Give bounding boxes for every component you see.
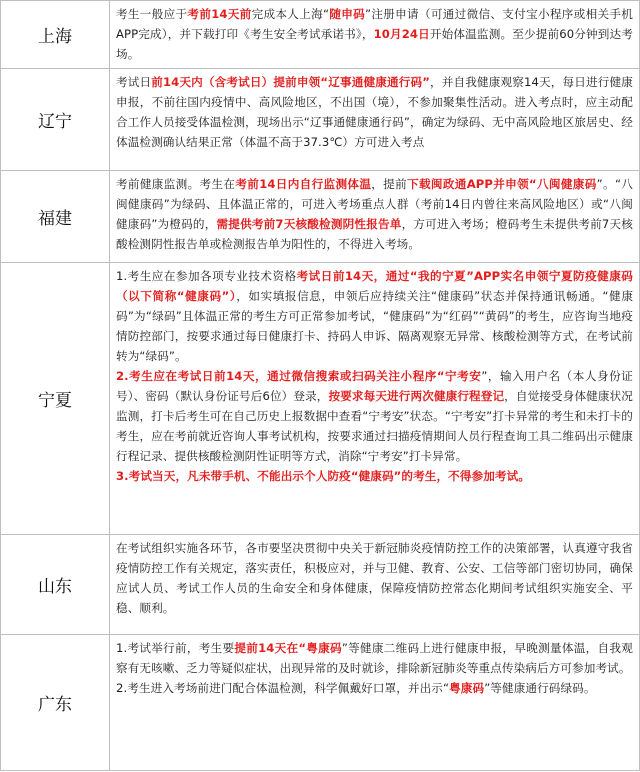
table-row [1,171,640,263]
content-cell [110,535,640,635]
content-cell [110,1,640,69]
highlight-text: 2.考生应在考试日前14天，通过微信搜索或扫码关注小程序“宁考安 [116,369,482,383]
body-text: ”注册申请（可通过微信、支付宝小程序或相关手机APP完成），并下载打印《考生安全考试承诺书》， [116,7,633,41]
region-cell: 福建 [1,171,110,263]
highlight-text: 按要求每天进行两次健康行程登记 [328,389,505,403]
content-paragraph [116,538,633,618]
body-text: 开始体温监测。至少提前60分钟到达考场。 [116,27,633,61]
table-row [1,1,640,69]
highlight-text: 随申码 [329,7,366,21]
highlight-text: 下载闽政通APP并申领“八闽健康码 [407,177,597,191]
content-paragraph [116,174,633,254]
region-cell: 宁夏 [1,263,110,535]
body-text: 考试日 [116,75,152,89]
highlight-text: 考试日前14天，通过“我的宁夏”APP实名申领宁夏防疫健康码（以下简称“健康码”） [116,269,633,303]
content-paragraph [116,366,633,466]
region-cell: 辽宁 [1,69,110,171]
table-body [1,1,640,771]
highlight-text: 3.考试当天，凡未带手机、不能出示个人防疫“健康码”的考生，不得参加考试。 [116,469,531,483]
highlight-text: 考前14日内自行监测体温 [235,177,372,191]
highlight-text: 前14天内（含考试日）提前申领“辽事通健康通行码” [151,75,430,89]
body-text: 考生一般应于 [116,7,188,21]
highlight-text: 考前14天前 [187,7,252,21]
content-cell [110,171,640,263]
body-text: 1.考试举行前，考生要 [116,641,235,655]
content-paragraph [116,638,633,678]
region-cell: 广东 [1,635,110,771]
body-text: 1.考生应在参加各项专业技术资格 [116,269,297,283]
content-paragraph [116,466,633,486]
table-row [1,535,640,635]
region-cell: 山东 [1,535,110,635]
highlight-text: 10月24日 [373,27,430,41]
content-paragraph [116,4,633,64]
body-text: ，并自我健康观察14天，每日进行健康申报，不前往国内疫情中、高风险地区，不出国（境），不参加聚集性活动。进入考点时，应主动配合工作人员接受体温检测，现场出示“辽事通健康通行码”，确定为绿码、无中高风险地区旅居史、经体温检测确认结果正常（体温不高于37.3℃）方可进入考点 [116,75,633,149]
content-paragraph [116,266,633,366]
body-text: ”。“八闽健康码”为绿码、且体温正常的，可进入考场重点人群（考前14日内曾往来高风险地区）或“八闽健康码”为橙码的， [116,177,633,231]
highlight-text: 粤康码 [449,681,485,695]
highlight-text: 提前14天在“粤康码 [234,641,342,655]
body-text: ，方可进入考场；橙码考生未提供考前7天核酸检测阴性报告单或检测报告单为阳性的，不得进入考场。 [116,217,633,251]
content-paragraph [116,72,633,152]
content-paragraph [116,678,633,698]
body-text: ”等健康通行码绿码。 [484,681,596,695]
body-text: ，如实填报信息，申领后应持续关注“健康码”状态并保持通讯畅通。“健康码”为“绿码”且体温正常的考生方可正常参加考试，“健康码”为“红码”“黄码”的考生，应咨询当地疫情防控部门，按要求通过每日健康打卡、持码人申诉、隔离观察无异常、核酸检测等方式，在考试前转为“绿码”。 [116,289,634,363]
body-text: ，自觉接受身体健康状况监测，打卡后考生可在自己历史上报数据中查看“宁考安”状态。“宁考安”打卡异常的考生和未打卡的考生，应在考前就近咨询人事考试机构，按要求通过扫描疫情期间人员行程查询工具二维码出示健康行程记录、提供核酸检测阴性证明等方式，消除“宁考安”打卡异常。 [116,389,633,463]
highlight-text: 需提供考前7天核酸检测阴性报告单 [216,217,402,231]
content-cell [110,635,640,771]
body-text: 完成本人上海“ [251,7,330,21]
body-text: ”，输入用户名（本人身份证号）、密码（默认身份证号后6位）登录， [116,369,633,403]
region-cell: 上海 [1,1,110,69]
body-text: 在考试组织实施各环节，各市要坚决贯彻中央关于新冠肺炎疫情防控工作的决策部署，认真遵守我省疫情防控工作有关规定，落实责任，积极应对，并与卫健、教育、公安、工信等部门密切协同，确保应试人员、考试工作人员的生命安全和身体健康，保障疫情防控常态化期间考试组织实施安全、平稳、顺利。 [116,541,633,615]
body-text: ，提前 [371,177,408,191]
body-text: 2.考生进入考场前进门配合体温检测，科学佩戴好口罩，并出示“ [116,681,450,695]
table-row [1,69,640,171]
content-cell [110,69,640,171]
body-text: ”等健康二维码上进行健康申报，早晚测量体温，自我观察有无咳嗽、乏力等疑似症状，出现异常的及时就诊，排除新冠肺炎等重点传染病后方可参加考试。 [116,641,633,675]
table-row [1,263,640,535]
body-text: 考前健康监测。考生在 [116,177,236,191]
content-cell [110,263,640,535]
table-row [1,635,640,771]
